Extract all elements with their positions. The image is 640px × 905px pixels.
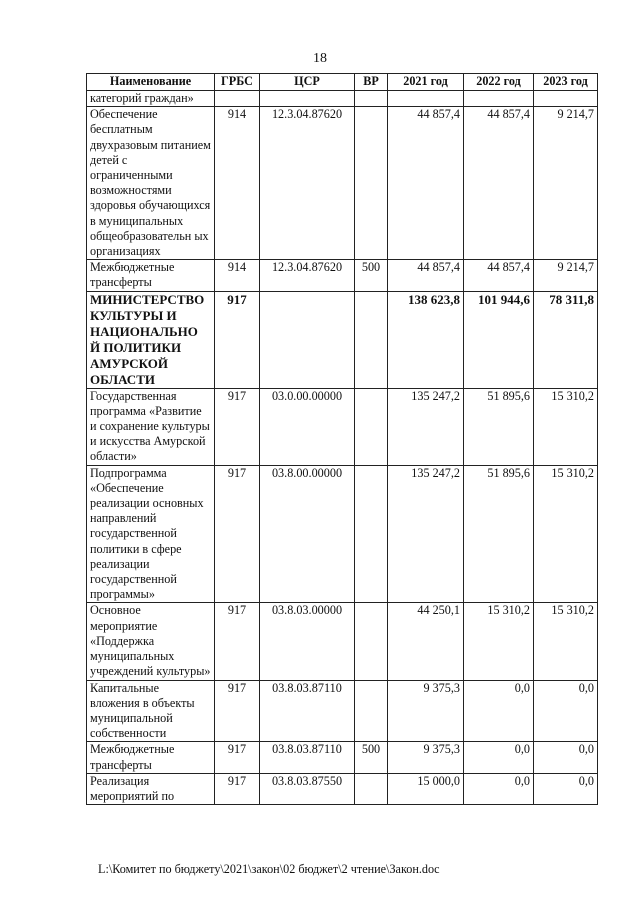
table-row: [87, 91, 598, 107]
row-vr: 500: [355, 742, 388, 773]
page-number: 18: [313, 51, 327, 66]
row-grbs: 917: [215, 388, 260, 465]
header-csr: ЦСР: [260, 74, 355, 91]
row-name: МИНИСТЕРСТВО КУЛЬТУРЫ И НАЦИОНАЛЬНО Й ПОЛИТИКИ АМУРСКОЙ ОБЛАСТИ: [87, 291, 215, 388]
row-2023: 15 310,2: [534, 465, 598, 603]
row-grbs: 917: [215, 773, 260, 804]
row-grbs: 917: [215, 465, 260, 603]
row-grbs: 917: [215, 742, 260, 773]
row-csr: 03.0.00.00000: [260, 388, 355, 465]
table-row: [87, 680, 598, 742]
row-2023: 15 310,2: [534, 603, 598, 680]
row-csr: 03.8.03.87110: [260, 742, 355, 773]
row-2022: 15 310,2: [464, 603, 534, 680]
row-grbs: 914: [215, 260, 260, 291]
header-grbs: ГРБС: [215, 74, 260, 91]
row-name: Государственная программа «Развитие и сохранение культуры и искусства Амурской области»: [87, 388, 215, 465]
table-row: [87, 465, 598, 603]
row-vr: [355, 603, 388, 680]
row-csr: 03.8.03.87550: [260, 773, 355, 804]
row-2022: 0,0: [464, 680, 534, 742]
row-grbs: [215, 91, 260, 107]
table-row: [87, 291, 598, 388]
row-2023: [534, 91, 598, 107]
table-row: [87, 260, 598, 291]
row-2022: 51 895,6: [464, 388, 534, 465]
header-name: Наименование: [87, 74, 215, 91]
row-vr: 500: [355, 260, 388, 291]
row-grbs: 917: [215, 291, 260, 388]
table-row: [87, 742, 598, 773]
row-name: Межбюджетные трансферты: [87, 742, 215, 773]
table-header-row: [87, 74, 598, 91]
row-csr: 12.3.04.87620: [260, 107, 355, 260]
row-csr: 03.8.03.00000: [260, 603, 355, 680]
header-vr: ВР: [355, 74, 388, 91]
row-2022: 0,0: [464, 773, 534, 804]
budget-table: [86, 73, 598, 805]
row-2021: 9 375,3: [388, 742, 464, 773]
row-2022: 44 857,4: [464, 260, 534, 291]
row-2021: 44 857,4: [388, 260, 464, 291]
row-csr: [260, 291, 355, 388]
row-name: категорий граждан»: [87, 91, 215, 107]
row-name: Реализация мероприятий по: [87, 773, 215, 804]
row-vr: [355, 291, 388, 388]
table-row: [87, 107, 598, 260]
row-grbs: 917: [215, 603, 260, 680]
file-path-footer: L:\Комитет по бюджету\2021\закон\02 бюджет\2 чтение\Закон.doc: [98, 862, 440, 876]
row-grbs: 917: [215, 680, 260, 742]
table-row: [87, 388, 598, 465]
row-2021: 9 375,3: [388, 680, 464, 742]
row-vr: [355, 773, 388, 804]
row-name: Обеспечение бесплатным двухразовым питанием детей с ограниченными возможностями здоровья обучающихся в муниципальных общеобразовательн ых организациях: [87, 107, 215, 260]
row-csr: 03.8.03.87110: [260, 680, 355, 742]
row-name: Межбюджетные трансферты: [87, 260, 215, 291]
row-2022: 44 857,4: [464, 107, 534, 260]
row-2022: 101 944,6: [464, 291, 534, 388]
row-2023: 0,0: [534, 773, 598, 804]
row-vr: [355, 680, 388, 742]
table-row: [87, 773, 598, 804]
row-2023: 15 310,2: [534, 388, 598, 465]
row-2021: 135 247,2: [388, 388, 464, 465]
header-2023: 2023 год: [534, 74, 598, 91]
row-2021: 44 857,4: [388, 107, 464, 260]
row-csr: [260, 91, 355, 107]
row-vr: [355, 107, 388, 260]
row-vr: [355, 388, 388, 465]
row-2023: 78 311,8: [534, 291, 598, 388]
row-2023: 0,0: [534, 680, 598, 742]
row-2021: 138 623,8: [388, 291, 464, 388]
row-2022: 0,0: [464, 742, 534, 773]
row-csr: 03.8.00.00000: [260, 465, 355, 603]
row-name: Капитальные вложения в объекты муниципальной собственности: [87, 680, 215, 742]
header-2021: 2021 год: [388, 74, 464, 91]
row-vr: [355, 91, 388, 107]
row-name: Основное мероприятие «Поддержка муниципальных учреждений культуры»: [87, 603, 215, 680]
row-2023: 9 214,7: [534, 260, 598, 291]
header-2022: 2022 год: [464, 74, 534, 91]
row-2021: 135 247,2: [388, 465, 464, 603]
row-2021: [388, 91, 464, 107]
row-2021: 44 250,1: [388, 603, 464, 680]
row-2023: 9 214,7: [534, 107, 598, 260]
row-grbs: 914: [215, 107, 260, 260]
row-name: Подпрограмма «Обеспечение реализации основных направлений государственной политики в сфере реализации государственной программы»: [87, 465, 215, 603]
row-2023: 0,0: [534, 742, 598, 773]
table-row: [87, 603, 598, 680]
row-2022: 51 895,6: [464, 465, 534, 603]
row-2021: 15 000,0: [388, 773, 464, 804]
row-vr: [355, 465, 388, 603]
row-2022: [464, 91, 534, 107]
row-csr: 12.3.04.87620: [260, 260, 355, 291]
